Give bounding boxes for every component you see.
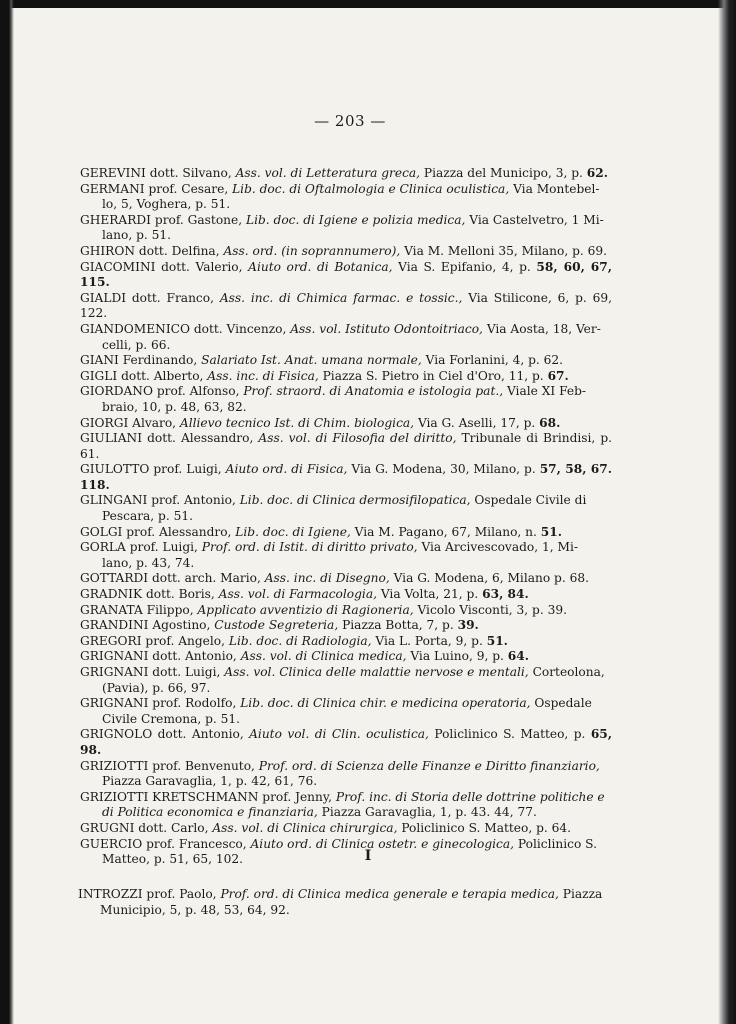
directory-entry (80, 540, 612, 571)
entry-role: Ass. ord. (in soprannumero), (223, 243, 401, 258)
entry-role: Aiuto ord. di Botanica, (248, 259, 393, 274)
entry-address-continued: (Pavia), p. 66, 97. (102, 680, 211, 695)
entry-title: dott. Alberto, (121, 368, 204, 383)
entry-address-continued: Municipio, 5, p. 48, 53, 64, 92. (100, 902, 290, 917)
entry-title: prof. Benvenuto, (152, 758, 255, 773)
entry-continuation (80, 228, 612, 244)
entry-role: Prof. inc. di Storia delle dottrine politiche e (335, 789, 605, 804)
entry-title: prof. Alfonso, (156, 384, 240, 399)
entry-name: GRIGNOLO (80, 727, 153, 742)
directory-entry (78, 887, 612, 918)
entry-title: prof. Angelo, (145, 633, 225, 648)
entry-title: dott. Antonio, (152, 649, 237, 664)
entry-role: Lib. doc. di Igiene e polizia medica, (245, 212, 466, 227)
entry-role: Ass. vol. di Filosofia del diritto, (258, 431, 457, 446)
entry-address: Vicolo Visconti, 3, p. 39. (417, 602, 567, 617)
entry-title: prof. Paolo, (146, 887, 217, 901)
entry-address: Via G. Modena, 30, Milano, p. (351, 462, 536, 477)
directory-entry (80, 525, 612, 541)
entry-title: prof. Luigi, (153, 462, 222, 477)
entry-title: prof. Alessandro, (126, 524, 232, 539)
entry-title: dott. Franco, (131, 290, 214, 305)
entry-address-continued: lano, p. 51. (102, 228, 172, 243)
directory-entry (80, 727, 612, 758)
entry-title: dott. Valerio, (161, 259, 243, 274)
directory-entries (80, 166, 612, 868)
entry-name: INTROZZI (78, 887, 143, 901)
entry-role: Allievo tecnico Ist. di Chim. biologica, (179, 415, 415, 430)
entry-address: Via Stilicone, 6, p. 69, 122. (80, 290, 613, 321)
page-number: — 203 — (314, 112, 386, 130)
entry-role: Ass. inc. di Fisica, (207, 368, 319, 383)
entry-title: prof. Antonio, (151, 493, 236, 508)
entry-address-continued: celli, p. 66. (102, 337, 171, 352)
directory-entry (80, 462, 612, 493)
entry-pages: 62. (586, 166, 609, 180)
entry-continuation (80, 681, 612, 697)
directory-entry (80, 244, 612, 260)
entry-name: GUERCIO (80, 836, 143, 851)
entry-role: Salariato Ist. Anat. umana normale, (201, 353, 422, 368)
entry-continuation (80, 556, 612, 572)
entry-continuation (80, 338, 612, 354)
directory-entry (80, 587, 612, 603)
entry-name: GIGLI (80, 368, 118, 383)
entry-role: Prof. ord. di Scienza delle Finanze e Diritto finanziario, (258, 758, 600, 773)
entry-title: prof. Jenny, (262, 789, 333, 804)
scan-top-edge (0, 0, 736, 8)
entry-role: Ass. inc. di Chimica farmac. e tossic., (219, 290, 463, 305)
entry-address: Policlinico S. Matteo, p. (434, 727, 586, 742)
entry-role: Prof. ord. di Istit. di diritto privato, (201, 540, 418, 555)
entry-address: Via Arcivescovado, 1, Mi- (421, 540, 578, 555)
entry-name: GIULOTTO (80, 462, 150, 477)
scan-right-edge (718, 0, 736, 1024)
entry-role: Lib. doc. di Clinica dermosifilopatica, (239, 493, 471, 508)
entry-address-continued: Matteo, p. 51, 65, 102. (102, 852, 244, 867)
entry-role: Ass. vol. di Clinica chirurgica, (212, 820, 398, 835)
entry-address: Via Volta, 21, p. (380, 587, 479, 602)
directory-entry (80, 213, 612, 244)
entry-address-continued: lo, 5, Voghera, p. 51. (102, 197, 231, 212)
entry-address: Policlinico S. (517, 836, 597, 851)
entry-title: dott. Boris, (145, 587, 215, 602)
entry-name: GIORGI (80, 415, 129, 430)
entry-address-continued: lano, p. 43, 74. (102, 555, 195, 570)
entry-role: Ass. vol. di Letteratura greca, (235, 166, 421, 180)
entry-title: Filippo, (146, 602, 194, 617)
entry-continuation (80, 197, 612, 213)
entry-title: Agostino, (152, 618, 211, 633)
entry-role: Aiuto ord. di Clinica ostetr. e ginecologica, (250, 836, 515, 851)
entry-name: GRANDINI (80, 618, 149, 633)
entry-role: Aiuto ord. di Fisica, (225, 462, 348, 477)
entry-name: GRANATA (80, 602, 143, 617)
entry-name: GOTTARDI (80, 571, 149, 586)
directory-entry (80, 618, 612, 634)
entry-name: GRIGNANI (80, 649, 149, 664)
entry-name: GIORDANO (80, 384, 153, 399)
entry-address: Viale XI Feb- (506, 384, 586, 399)
entry-pages: 68. (539, 415, 561, 430)
entry-address: Via Montebel- (513, 181, 600, 196)
entry-title: dott. Delfina, (138, 243, 220, 258)
entry-role-continued: di Politica economica e finanziaria, (102, 805, 318, 820)
entry-title: dott. arch. Mario, (151, 571, 261, 586)
entry-pages: 39. (457, 618, 479, 633)
entry-continuation (78, 903, 612, 919)
entry-address: Via Aosta, 18, Ver- (486, 321, 601, 336)
entry-address-continued: Piazza Garavaglia, 1, p. 43. 44, 77. (321, 805, 537, 820)
directory-entry (80, 322, 612, 353)
entry-continuation (80, 712, 612, 728)
entry-address-continued: Piazza Garavaglia, 1, p. 42, 61, 76. (102, 774, 318, 789)
entry-role: Lib. doc. di Oftalmologia e Clinica oculistica, (232, 181, 510, 196)
entry-title: Alvaro, (132, 415, 177, 430)
entry-address: Via Luino, 9, p. (410, 649, 504, 664)
directory-entry (80, 649, 612, 665)
entry-name: GIANDOMENICO (80, 321, 190, 336)
entry-name: GIANI (80, 353, 119, 368)
entry-role: Ass. vol. Istituto Odontoitriaco, (290, 321, 483, 336)
directory-entry (80, 416, 612, 432)
entry-name: GIACOMINI (80, 259, 156, 274)
entry-name: GERMANI (80, 181, 145, 196)
entry-name: GRIGNANI (80, 696, 149, 711)
entry-continuation (80, 805, 612, 821)
section-letter: I (364, 848, 372, 864)
entry-title: prof. Gastone, (154, 212, 243, 227)
entry-pages: 63, 84. (482, 587, 529, 602)
entry-name: GHIRON (80, 243, 136, 258)
entry-title: dott. Alessandro, (147, 431, 254, 446)
entry-address-continued: Pescara, p. 51. (102, 509, 193, 524)
entry-name: GLINGANI (80, 493, 148, 508)
directory-entry (80, 665, 612, 696)
entry-address: Ospedale Civile di (474, 493, 587, 508)
entry-pages: 51. (486, 633, 508, 648)
entry-title: prof. Francesco, (146, 836, 247, 851)
entry-role: Lib. doc. di Radiologia, (228, 633, 372, 648)
directory-entry (80, 369, 612, 385)
entry-name: GRUGNI (80, 820, 135, 835)
entry-continuation (80, 400, 612, 416)
entry-role: Applicato avventizio di Ragioneria, (197, 602, 414, 617)
entry-title: dott. Carlo, (138, 820, 209, 835)
entry-address-continued: Civile Cremona, p. 51. (102, 711, 241, 726)
directory-entry (80, 696, 612, 727)
directory-entry (80, 603, 612, 619)
entry-role: Prof. ord. di Clinica medica generale e terapia medica, (220, 887, 559, 901)
section-entries (78, 887, 612, 918)
entry-role: Ass. inc. di Disegno, (264, 571, 390, 586)
entry-title: prof. Cesare, (148, 181, 229, 196)
entry-role: Custode Segreteria, (214, 618, 339, 633)
directory-entry (80, 291, 612, 322)
entry-address: Piazza del Municipo, 3, p. (423, 166, 583, 180)
entry-address: Via G. Modena, 6, Milano p. 68. (393, 571, 589, 586)
directory-entry (80, 790, 612, 821)
entry-name: GIALDI (80, 290, 127, 305)
entry-pages: 51. (540, 524, 562, 539)
entry-name: GRADNIK (80, 587, 143, 602)
entry-title: dott. Luigi, (152, 665, 221, 679)
entry-pages: 67. (547, 368, 569, 383)
directory-entry (80, 166, 612, 182)
entry-address: Via M. Melloni 35, Milano, p. 69. (404, 243, 608, 258)
entry-role: Aiuto vol. di Clin. oculistica, (249, 727, 429, 742)
entry-address: Via Forlanini, 4, p. 62. (425, 353, 564, 368)
entry-address-continued: braio, 10, p. 48, 63, 82. (102, 399, 247, 414)
scan-left-edge (0, 0, 14, 1024)
entry-address: Piazza Botta, 7, p. (342, 618, 454, 633)
entry-role: Prof. straord. di Anatomia e istologia pat., (243, 384, 504, 399)
entry-address: Via G. Aselli, 17, p. (417, 415, 536, 430)
directory-entry (80, 260, 612, 291)
entry-pages: 58, 60, 67, 115. (80, 259, 613, 290)
entry-address: Via S. Epifanio, 4, p. (398, 259, 531, 274)
entry-name: GRIZIOTTI (80, 758, 149, 773)
entry-address: Via M. Pagano, 67, Milano, n. (354, 524, 537, 539)
entry-title: dott. Antonio, (157, 727, 244, 742)
entry-name: GEREVINI (80, 166, 146, 180)
entry-address: Via L. Porta, 9, p. (375, 633, 483, 648)
entry-name: GORLA (80, 540, 126, 555)
entry-pages: 65, 98. (80, 727, 613, 757)
entry-pages: 64. (507, 649, 530, 664)
entry-address: Corteolona, (532, 665, 605, 679)
entry-role: Ass. vol. di Clinica medica, (240, 649, 407, 664)
directory-entry (80, 634, 612, 650)
directory-entry (80, 182, 612, 213)
entry-address: Policlinico S. Matteo, p. 64. (401, 820, 572, 835)
entry-title: prof. Luigi, (129, 540, 198, 555)
entry-name: GIULIANI (80, 431, 143, 446)
entry-address: Ospedale (534, 696, 592, 711)
entry-role: Lib. doc. di Igiene, (235, 524, 351, 539)
entry-name: GRIZIOTTI KRETSCHMANN (80, 789, 259, 804)
entry-title: dott. Vincenzo, (193, 321, 287, 336)
entry-title: prof. Rodolfo, (152, 696, 237, 711)
directory-entry (80, 384, 612, 415)
entry-name: GREGORI (80, 633, 142, 648)
directory-entry (80, 759, 612, 790)
directory-entry (80, 821, 612, 837)
entry-address: Piazza S. Pietro in Ciel d'Oro, 11, p. (322, 368, 544, 383)
entry-address: Via Castelvetro, 1 Mi- (469, 212, 604, 227)
directory-entry (80, 571, 612, 587)
entry-continuation (80, 509, 612, 525)
directory-entry (80, 493, 612, 524)
entry-name: GHERARDI (80, 212, 152, 227)
directory-entry (80, 431, 612, 462)
entry-address: Piazza (562, 887, 603, 901)
entry-continuation (80, 774, 612, 790)
entry-title: Ferdinando, (122, 353, 198, 368)
entry-role: Lib. doc. di Clinica chir. e medicina operatoria, (240, 696, 531, 711)
directory-entry (80, 353, 612, 369)
entry-title: dott. Silvano, (149, 166, 232, 180)
entry-name: GOLGI (80, 524, 123, 539)
entry-address: Tribunale di Brindisi, p. 61. (80, 431, 613, 461)
entry-role: Ass. vol. di Farmacologia, (218, 587, 377, 602)
entry-role: Ass. vol. Clinica delle malattie nervose e mentali, (224, 665, 529, 679)
entry-name: GRIGNANI (80, 665, 149, 679)
entry-pages: 57, 58, 67. 118. (80, 462, 612, 492)
